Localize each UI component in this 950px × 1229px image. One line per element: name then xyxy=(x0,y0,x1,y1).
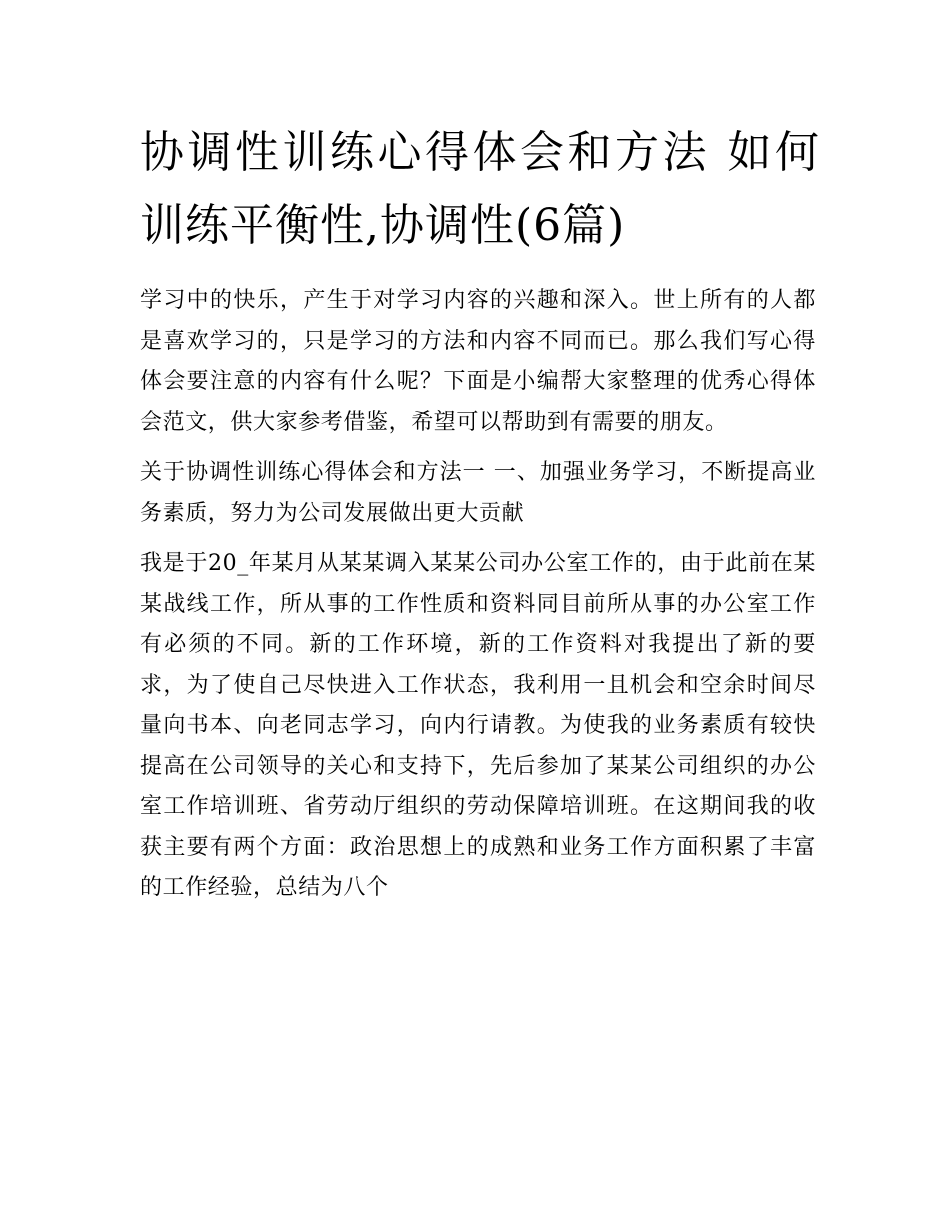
body-paragraph: 我是于20_年某月从某某调入某某公司办公室工作的，由于此前在某某战线工作，所从事的工作性质和资料同目前所从事的办公室工作有必须的不同。新的工作环境，新的工作资料对我提出了新的要求，为了使自己尽快进入工作状态，我利用一且机会和空余时间尽量向书本、向老同志学习，向内行请教。为使我的业务素质有较快提高在公司领导的关心和支持下，先后参加了某某公司组织的办公室工作培训班、省劳动厅组织的劳动保障培训班。在这期间我的收获主要有两个方面：政治思想上的成熟和业务工作方面积累了丰富的工作经验，总结为八个 xyxy=(140,551,816,900)
intro-paragraph: 学习中的快乐，产生于对学习内容的兴趣和深入。世上所有的人都是喜欢学习的，只是学习的方法和内容不同而已。那么我们写心得体会要注意的内容有什么呢？下面是小编帮大家整理的优秀心得体会范文，供大家参考借鉴，希望可以帮助到有需要的朋友。 xyxy=(140,288,816,435)
section-heading-paragraph: 关于协调性训练心得体会和方法一 一、加强业务学习，不断提高业务素质，努力为公司发展做出更大贡献 xyxy=(140,460,816,526)
document-title: 协调性训练心得体会和方法 如何训练平衡性,协调性(6篇) xyxy=(140,127,820,251)
document-body xyxy=(140,281,816,919)
